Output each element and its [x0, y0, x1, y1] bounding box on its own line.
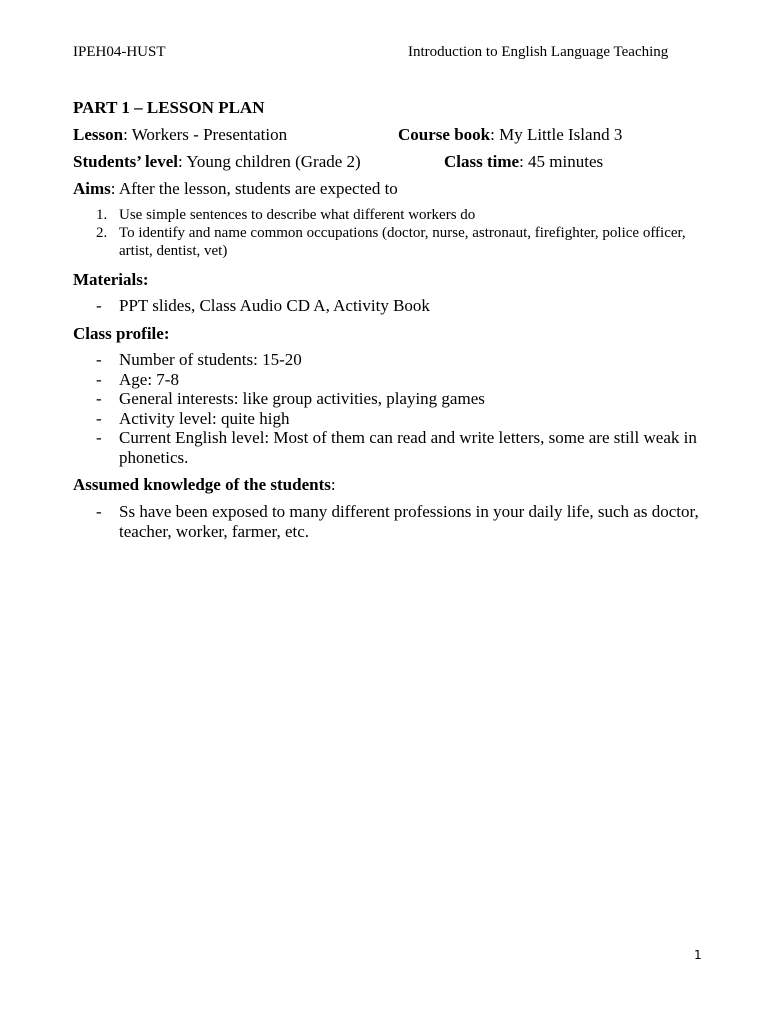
course-book-label: Course book [398, 125, 491, 144]
course-book-line [398, 125, 622, 145]
page-number: 1 [694, 948, 702, 962]
list-item [73, 502, 703, 541]
class-profile-list [73, 350, 703, 467]
class-profile-item-text: Current English level: Most of them can read and write letters, some are still weak in phonetics. [119, 428, 697, 467]
list-item [73, 370, 703, 390]
class-profile-item-text: General interests: like group activities, playing games [119, 389, 485, 408]
aims-list-item [73, 224, 693, 260]
aims-line [73, 179, 398, 199]
bullet-dash: - [96, 389, 102, 408]
class-profile-item-text: Number of students: 15-20 [119, 350, 302, 369]
class-profile-item-text: Activity level: quite high [119, 408, 290, 428]
list-item [73, 409, 703, 429]
list-number: 1. [96, 207, 108, 223]
bullet-dash: - [96, 350, 102, 369]
bullet-dash: - [96, 369, 102, 389]
header-course-title: Introduction to English Language Teaching [408, 44, 669, 60]
header-course-code: IPEH04-HUST [73, 44, 166, 60]
course-book-value: : My Little Island 3 [490, 125, 623, 144]
list-item [73, 389, 703, 409]
class-time-line [444, 152, 603, 172]
bullet-dash: - [96, 502, 102, 521]
class-profile-item-text: Age: 7-8 [119, 369, 179, 389]
list-number: 2. [96, 225, 108, 241]
part-title: PART 1 – LESSON PLAN [73, 98, 265, 117]
assumed-knowledge-line [73, 475, 336, 495]
lesson-line [73, 125, 287, 145]
assumed-knowledge-colon: : [330, 475, 336, 494]
materials-list [73, 296, 703, 316]
class-time-label: Class time [444, 152, 520, 171]
materials-heading: Materials: [73, 270, 149, 289]
materials-item-text: PPT slides, Class Audio CD A, Activity Book [119, 296, 430, 315]
class-profile-heading: Class profile: [73, 324, 170, 343]
aims-value: : After the lesson, students are expected to [110, 179, 398, 198]
aims-list-item [73, 206, 693, 224]
students-level-line [73, 152, 361, 172]
list-item [73, 428, 703, 467]
assumed-knowledge-list [73, 502, 703, 541]
students-level-label: Students’ level [73, 152, 178, 171]
aims-item-text: To identify and name common occupations (doctor, nurse, astronaut, firefighter, police officer, artist, dentist, vet) [119, 225, 686, 259]
assumed-knowledge-heading: Assumed knowledge of the students [73, 475, 331, 494]
bullet-dash: - [96, 428, 102, 447]
lesson-label: Lesson [73, 125, 124, 144]
class-time-value: : 45 minutes [519, 152, 604, 171]
assumed-knowledge-item-text: Ss have been exposed to many different professions in your daily life, such as doctor, teacher, worker, farmer, etc. [119, 502, 699, 541]
aims-list [73, 206, 693, 260]
bullet-dash: - [96, 408, 102, 428]
aims-item-text: Use simple sentences to describe what different workers do [119, 207, 476, 223]
list-item [73, 350, 703, 370]
students-level-value: : Young children (Grade 2) [178, 152, 361, 171]
bullet-dash: - [96, 296, 102, 315]
list-item [73, 296, 703, 316]
lesson-value: : Workers - Presentation [123, 125, 288, 144]
aims-label: Aims [73, 179, 111, 198]
